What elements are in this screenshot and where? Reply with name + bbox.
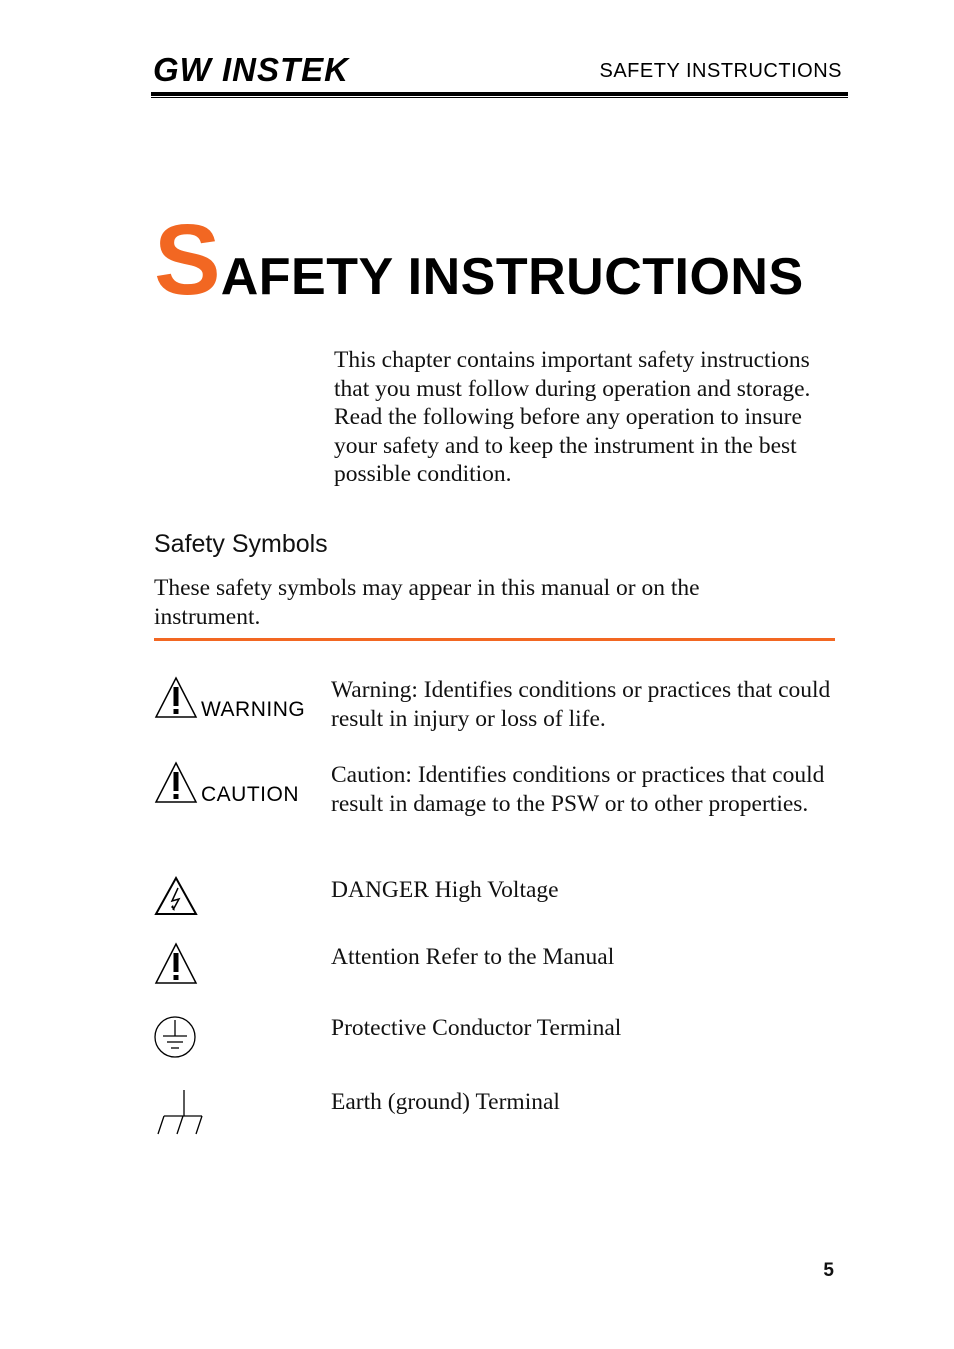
chapter-title-rest: AFETY INSTRUCTIONS bbox=[220, 248, 804, 306]
earth-ground-icon bbox=[154, 1088, 206, 1136]
attention-icon bbox=[154, 942, 198, 986]
symbol-desc-caution: Caution: Identifies conditions or practices that could result in damage to the PSW or to other properties. bbox=[331, 762, 825, 817]
caution-triangle-icon bbox=[154, 761, 198, 805]
symbol-desc-high-voltage: DANGER High Voltage bbox=[331, 877, 559, 903]
chapter-intro: This chapter contains important safety instructions that you must follow during operation and storage. Read the following before any operation to insure your safety and to keep the instrument in the best possible condition. bbox=[334, 347, 811, 487]
symbol-desc-earth-ground: Earth (ground) Terminal bbox=[331, 1089, 560, 1115]
header-rule-thin bbox=[151, 97, 848, 98]
warning-triangle-icon bbox=[154, 676, 198, 720]
chapter-title bbox=[154, 204, 804, 316]
section-rule bbox=[154, 638, 835, 641]
gw-instek-logo bbox=[153, 51, 349, 88]
page-number: 5 bbox=[823, 1260, 834, 1281]
header-rule bbox=[151, 92, 848, 96]
protective-conductor-icon bbox=[154, 1014, 198, 1060]
symbol-desc-protective-conductor: Protective Conductor Terminal bbox=[331, 1015, 622, 1041]
high-voltage-icon bbox=[154, 876, 198, 916]
section-heading: Safety Symbols bbox=[154, 530, 328, 558]
symbol-desc-attention: Attention Refer to the Manual bbox=[331, 944, 615, 970]
symbol-desc-warning: Warning: Identifies conditions or practices that could result in injury or loss of life. bbox=[331, 677, 831, 732]
svg-text:GW INSTEK: GW INSTEK bbox=[153, 51, 349, 88]
section-description: These safety symbols may appear in this manual or on the instrument. bbox=[154, 575, 700, 630]
symbol-label-caution: CAUTION bbox=[201, 783, 299, 806]
chapter-title-initial: S bbox=[154, 204, 221, 316]
symbol-label-warning: WARNING bbox=[201, 698, 306, 721]
header-section-title: SAFETY INSTRUCTIONS bbox=[599, 60, 842, 82]
